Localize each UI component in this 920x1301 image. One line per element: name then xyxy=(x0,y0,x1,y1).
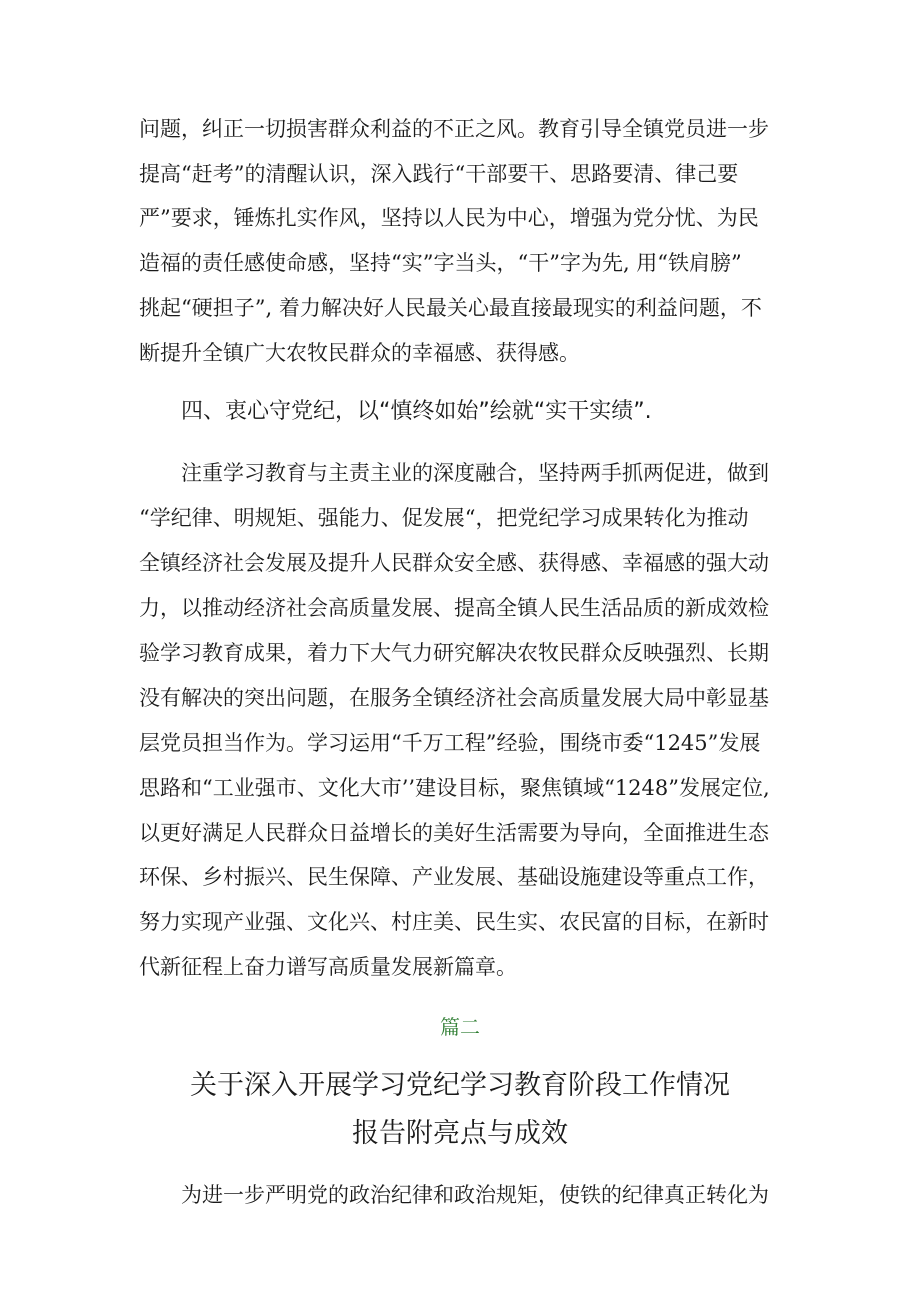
paragraph-line: 验学习教育成果，着力下大气力研究解决农牧民群众反映强烈、长期 xyxy=(139,641,769,665)
section-heading: 四、衷心守党纪，以“慎终如始”绘就“实干实绩”. xyxy=(181,399,652,424)
paragraph-line: 注重学习教育与主责主业的深度融合，坚持两手抓两促进，做到 xyxy=(181,461,769,485)
paragraph-line: 思路和“工业强市、文化大市’’建设目标，聚焦镇域“1248”发展定位, xyxy=(139,776,770,800)
part-label: 篇二 xyxy=(440,1015,480,1039)
paragraph-line: 问题，纠正一切损害群众利益的不正之风。教育引导全镇党员进一步 xyxy=(139,117,769,141)
paragraph-line: 环保、乡村振兴、民生保障、产业发展、基础设施建设等重点工作， xyxy=(139,865,769,889)
paragraph-line: 层党员担当作为。学习运用“千万工程”经验，围绕市委“1245”发展 xyxy=(139,731,761,755)
paragraph-line: 以更好满足人民群众日益增长的美好生活需要为导向，全面推进生态 xyxy=(139,821,769,845)
paragraph-line: 为进一步严明党的政治纪律和政治规矩，使铁的纪律真正转化为 xyxy=(181,1183,769,1207)
paragraph-line: 提高“赶考”的清醒认识，深入践行“干部要干、思路要清、律己要 xyxy=(139,162,739,186)
paragraph-line: 代新征程上奋力谱写高质量发展新篇章。 xyxy=(139,955,517,979)
paragraph-line: 挑起“硬担子”, 着力解决好人民最关心最直接最现实的利益问题，不 xyxy=(139,296,762,320)
paragraph-line: 断提升全镇广大农牧民群众的幸福感、获得感。 xyxy=(139,341,580,365)
paragraph-line: 努力实现产业强、文化兴、村庄美、民生实、农民富的目标，在新时 xyxy=(139,910,769,934)
paragraph-line: “学纪律、明规矩、强能力、促发展“，把党纪学习成果转化为推动 xyxy=(139,506,749,530)
paragraph-line: 力，以推动经济社会高质量发展、提高全镇人民生活品质的新成效检 xyxy=(139,596,769,620)
paragraph-line: 造福的责任感使命感，坚持“实”字当头，“干”字为先, 用“铁肩膀” xyxy=(139,251,742,275)
document-title-line-1: 关于深入开展学习党纪学习教育阶段工作情况 xyxy=(190,1070,730,1101)
document-title-line-2: 报告附亮点与成效 xyxy=(352,1118,568,1149)
paragraph-line: 严”要求，锤炼扎实作风，坚持以人民为中心，增强为党分忧、为民 xyxy=(139,206,759,230)
paragraph-line: 没有解决的突出问题，在服务全镇经济社会高质量发展大局中彰显基 xyxy=(139,686,769,710)
paragraph-line: 全镇经济社会发展及提升人民群众安全感、获得感、幸福感的强大动 xyxy=(139,551,769,575)
